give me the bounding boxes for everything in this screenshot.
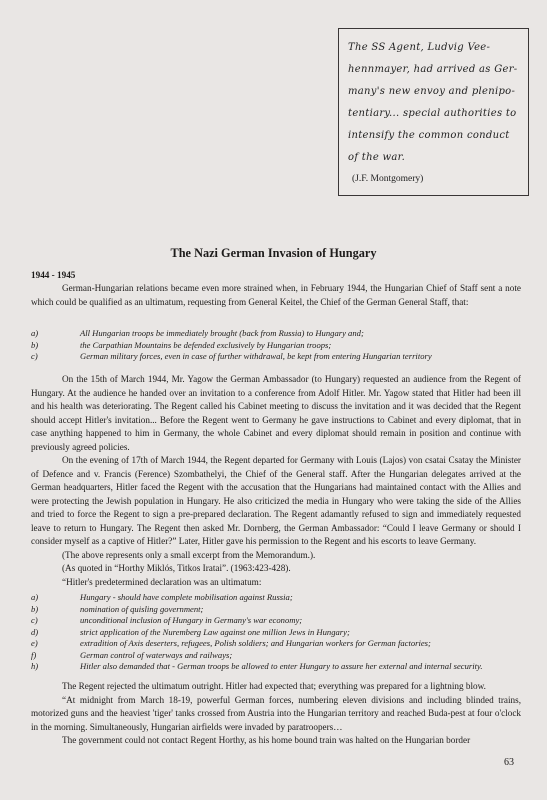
epigraph-quote: The SS Agent, Ludvig Vee-hennmayer, had arrived as Ger-many's new envoy and plenipo-tentiary... special authorities to intensify the common conduct of the war.: [348, 42, 518, 163]
body-block: [31, 373, 521, 589]
list-item-label: a): [31, 328, 39, 338]
demands-list-block: [31, 328, 521, 363]
list-item: [31, 592, 521, 604]
paragraph-march-15: On the 15th of March 1944, Mr. Yagow the German Ambassador (to Hungary) requested an audience from the Regent of Hungary. At the audience he handed over an invitation to a conference from Adolf Hitler. Mr. Yagow stated that Hitler had been ill and his health was deteriorating. The Regent called his Cabinet meeting to discuss the invitation and it was decided that the Regent should accept Hitler's invitation... Before the Regent went to Germany he gave instructions to Cabinet and every diplomat, that in case anything happened to him in Germany, the whole Cabinet and every diplomat should remain in position and continue with previously agreed policies.: [31, 374, 521, 452]
list-item-text: strict application of the Nuremberg Law against one million Jews in Hungary;: [80, 626, 350, 637]
list-item-text: Hitler also demanded that - German troops be allowed to enter Hungary to assure her external and internal security.: [80, 661, 483, 671]
list-item-text: nomination of quisling government;: [80, 603, 204, 614]
list-item-label: f): [31, 649, 37, 660]
closing-block: [31, 680, 521, 748]
intro-block: [31, 282, 521, 309]
list-item: [31, 638, 521, 650]
list-item: [31, 627, 521, 639]
list-item: [31, 351, 521, 363]
ultimatum-list-block: [31, 592, 521, 673]
ultimatum-list: [31, 592, 521, 673]
page-number: 63: [504, 757, 514, 768]
list-item: [31, 650, 521, 662]
list-item-text: All Hungarian troops be immediately brought (back from Russia) to Hungary and;: [80, 328, 364, 338]
list-item: [31, 615, 521, 627]
note-ultimatum-intro: “Hitler's predetermined declaration was an ultimatum:: [62, 576, 262, 587]
list-item: [31, 661, 521, 673]
list-item-label: c): [31, 351, 38, 361]
list-item: [31, 340, 521, 352]
paragraph-midnight: “At midnight from March 18-19, powerful German forces, numbering eleven divisions and including blinded trains, motorized guns and the heaviest 'tiger' tanks crossed from Austria into the Hungarian territory and reached Buda-pest at four o'clock in the morning. Simultaneously, Hungarian airfields were invaded by paratroopers…: [31, 694, 521, 732]
note-citation: (As quoted in “Horthy Miklós, Titkos Iratai”. (1963:423-428).: [62, 563, 291, 573]
list-item-text: unconditional inclusion of Hungary in Germany's war economy;: [80, 615, 303, 625]
list-item-label: h): [31, 661, 39, 671]
list-item: [31, 604, 521, 616]
list-item-label: c): [31, 615, 38, 625]
list-item-label: b): [31, 339, 39, 350]
section-years: 1944 - 1945: [31, 270, 76, 280]
epigraph-box: [338, 28, 529, 196]
demands-list: [31, 328, 521, 363]
intro-paragraph: German-Hungarian relations became even more strained when, in February 1944, the Hungarian Chief of Staff sent a note which could be qualified as an ultimatum, requesting from General Keitel, the Chief of the German General Staff, that:: [31, 283, 521, 307]
paragraph-rejected: The Regent rejected the ultimatum outright. Hitler had expected that; everything was prepared for a lightning blow.: [62, 681, 486, 691]
list-item-text: the Carpathian Mountains be defended exclusively by Hungarian troops;: [80, 339, 332, 350]
list-item-text: extradition of Axis deserters, refugees, Polish soldiers; and Hungarian workers for German factories;: [80, 638, 431, 648]
list-item-label: a): [31, 592, 39, 602]
list-item-text: German control of waterways and railways;: [80, 649, 233, 660]
list-item-label: d): [31, 626, 39, 637]
list-item-label: e): [31, 638, 38, 648]
list-item-text: German military forces, even in case of further withdrawal, be kept from entering Hungarian territory: [80, 351, 432, 361]
paragraph-government: The government could not contact Regent Horthy, as his home bound train was halted on the Hungarian border: [62, 735, 471, 745]
list-item-text: Hungary - should have complete mobilisation against Russia;: [80, 592, 293, 602]
note-memorandum: (The above represents only a small excerpt from the Memorandum.).: [62, 549, 316, 560]
chapter-title: The Nazi German Invasion of Hungary: [170, 246, 377, 260]
paragraph-march-17: On the evening of 17th of March 1944, the Regent departed for Germany with Louis (Lajos) von csatai Csatay the Minister of Defence and v. Francis (Ference) Szombathelyi, the Chief of the General staff. After the Hungarian delegates arrived at the German headquarters, Hitler faced the Regent with the accusation that the Hungarians had maintained contact with the Allies and were protecting the Jewish population in Hungary. He also criticized the media in Hungary who were taking the side of the Allies and tried to force the Regent to sign a pre-prepared declaration. The Regent adamantly refused to sign and immediately requested leave to return to Hungary. The Regent then asked Mr. Dornberg, the German Ambassador: “Could I leave Germany or should I consider myself as a captive of Hitler?” Later, Hitler gave his permission to the Regent and his escorts to leave Germany.: [31, 455, 521, 546]
list-item: [31, 328, 521, 340]
epigraph-source: (J.F. Montgomery): [352, 174, 424, 184]
list-item-label: b): [31, 603, 39, 614]
